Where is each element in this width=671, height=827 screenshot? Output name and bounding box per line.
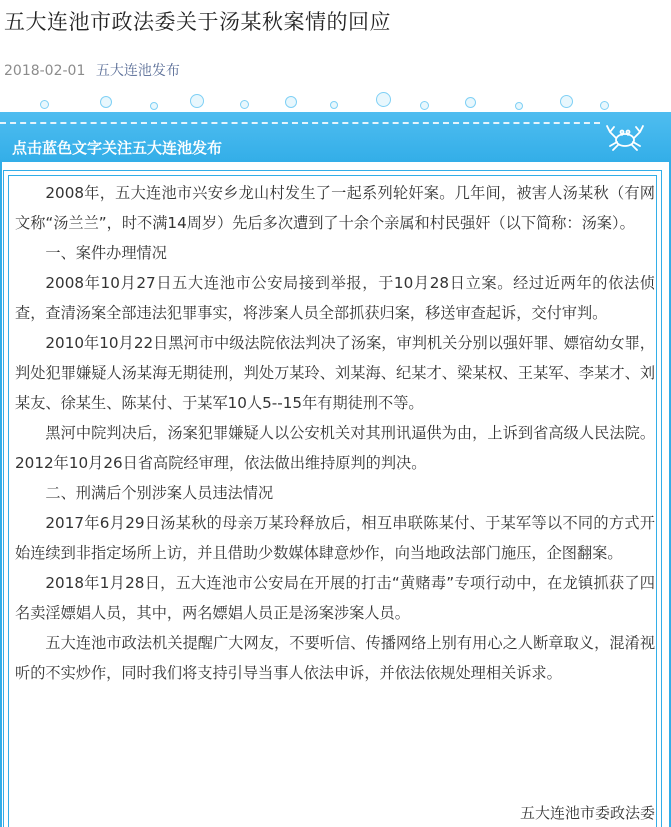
bubble-decoration [515, 102, 523, 110]
paragraph: 黑河中院判决后，汤案犯罪嫌疑人以公安机关对其刑讯逼供为由，上诉到省高级人民法院。2012年10月26日省高院经审理，依法做出维持原判的判决。 [15, 424, 655, 472]
left-border-line [0, 112, 2, 827]
bubble-decoration [40, 100, 49, 109]
paragraph: 2010年10月22日黑河市中级法院依法判决了汤案，审判机关分别以强奸罪、嫖宿幼女罪，判处犯罪嫌疑人汤某海无期徒刑，判处万某玲、刘某海、纪某才、梁某权、王某军、李某才、刘某友、徐某生、陈某付、于某军10人5--15年有期徒刑不等。 [15, 334, 655, 412]
bubble-decoration [600, 101, 609, 110]
bubble-decoration [465, 97, 476, 108]
article-title: 五大连池市政法委关于汤某秋案情的回应 [4, 10, 391, 34]
follow-banner[interactable] [0, 112, 671, 162]
account-name-link[interactable]: 五大连池发布 [95, 63, 180, 79]
publish-date: 2018-02-01 [4, 63, 86, 79]
paragraph: 2008年10月27日五大连池市公安局接到举报，于10月28日立案。经过近两年的依法侦查，查清汤案全部违法犯罪事实，将涉案人员全部抓获归案，移送审查起诉，交付审判。 [15, 274, 655, 322]
bubble-decoration [240, 100, 249, 109]
article-body [15, 178, 655, 688]
paragraph: 五大连池市政法机关提醒广大网友，不要听信、传播网络上别有用心之人断章取义，混淆视听的不实炒作，同时我们将支持引导当事人依法申诉，并依法依规处理相关诉求。 [15, 634, 655, 682]
paragraph: 2018年1月28日，五大连池市公安局在开展的打击“黄赌毒”专项行动中，在龙镇抓获了四名卖淫嫖娼人员，其中，两名嫖娼人员正是汤案涉案人员。 [15, 574, 655, 622]
follow-prompt-text[interactable]: 点击蓝色文字关注五大连池发布 [12, 139, 223, 157]
crab-icon [604, 120, 646, 152]
bubble-decoration [376, 92, 391, 107]
signature: 五大连池市委政法委 [519, 804, 655, 822]
bubble-decoration [560, 95, 573, 108]
bubble-decoration [330, 101, 338, 109]
bubble-decoration [420, 101, 429, 110]
bubble-decoration [150, 102, 158, 110]
banner-dashes [0, 122, 600, 128]
paragraph: 2017年6月29日汤某秋的母亲万某玲释放后，相互串联陈某付、于某军等以不同的方式开始连续到非指定场所上访，并且借助少数媒体肆意炒作，向当地政法部门施压，企图翻案。 [15, 514, 655, 562]
article-meta [4, 60, 180, 80]
paragraph: 2008年，五大连池市兴安乡龙山村发生了一起系列轮奸案。几年间，被害人汤某秋（有网文称“汤兰兰”，时不满14周岁）先后多次遭到了十余个亲属和村民强奸（以下简称：汤案）。 [15, 184, 655, 232]
section-heading: 一、案件办理情况 [45, 244, 167, 262]
bubble-decoration [100, 96, 112, 108]
bubble-decoration [190, 94, 204, 108]
section-heading: 二、刑满后个别涉案人员违法情况 [45, 484, 274, 502]
bubble-decoration [285, 96, 297, 108]
